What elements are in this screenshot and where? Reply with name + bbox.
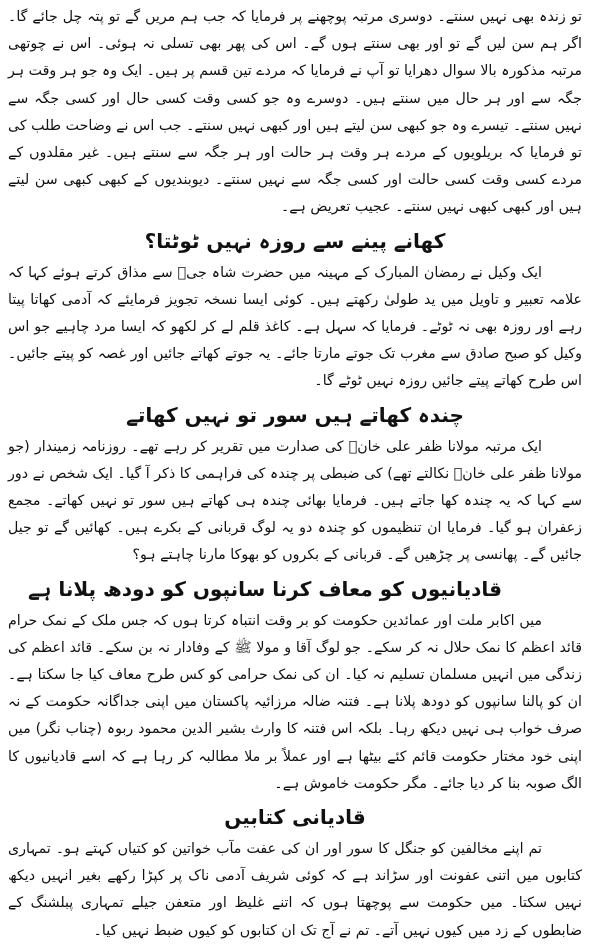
section-heading-donation: چندہ کھاتے ہیں سور تو نہیں کھاتے bbox=[126, 402, 464, 427]
section-heading-snakes: قادیانیوں کو معاف کرنا سانپوں کو دودھ پلانا ہے bbox=[27, 576, 502, 601]
paragraph-snakes: میں اکابر ملت اور عمائدین حکومت کو بر وقت انتباہ کرتا ہوں کہ جس ملک کے نمک حرام قائد اعظم کا نمک حلال نہ کر سکے۔ جو لوگ آقا و مولا ﷺ کے وفادار نہ بن سکے۔ قائد اعظم کی زندگی میں انہیں مسلمان تسلیم نہ کیا۔ ان کی نمک حرامی کو کس طرح معاف کیا جا سکتا ہے۔ ان کو پالنا سانپوں کو دودھ پلانا ہے۔ فتنہ ضالہ مرزائیہ پاکستان میں اپنی جداگانہ حکومت کے نہ صرف خواب ہی نہیں دیکھ رہا۔ بلکہ اس فتنہ کا وارث بشیر الدین محمود ربوہ (چناب نگر) میں اپنی خود مختار حکومت قائم کئے بیٹھا ہے اور عملاً بر ملا مطالبہ کر رہا ہے کہ اسے قادیانیوں کا الگ صوبہ بنا کر دیا جائے۔ مگر حکومت خاموش ہے۔ bbox=[8, 612, 582, 792]
paragraph-intro: تو زندہ بھی نہیں سنتے۔ دوسری مرتبہ پوچھنے پر فرمایا کہ جب ہم مریں گے تو پتہ چل جائے گا۔ اگر ہم سن لیں گے تو اور بھی سنتے ہوں گے۔ اس کی پھر بھی تسلی نہ ہوئی۔ اس نے چوتھی مرتبہ مذکورہ بالا سوال دھرایا تو آپ نے فرمایا کہ مردے تین قسم پر ہیں۔ ایک وہ جو ہر وقت ہر جگہ سے اور ہر حال میں سنتے ہیں۔ دوسرے وہ جو کسی وقت کسی حال اور کسی جگہ سے نہیں سنتے۔ تیسرے وہ جو کبھی سن لیتے ہیں اور کبھی نہیں سنتے۔ جب اس نے وضاحت طلب کی تو فرمایا کہ بریلویوں کے مردے ہر وقت ہر حالت اور ہر جگہ سے سنتے ہیں۔ غیر مقلدوں کے مردے کسی وقت کسی حالت اور کسی جگہ سے نہیں سنتے۔ دیوبندیوں کے کبھی کبھی سن لیتے ہیں اور کبھی کبھی نہیں سنتے۔ عجیب تعریض ہے۔ bbox=[8, 9, 582, 216]
paragraph-donation: ایک مرتبہ مولانا ظفر علی خانؒ کی صدارت میں تقریر کر رہے تھے۔ روزنامہ زمیندار (جو مولانا ظفر علی خانؒ نکالتے تھے) کی ضبطی پر چندہ کی فراہمی کا ذکر آ گیا۔ ایک شخص نے دور سے کہا کہ یہ چندہ کھا جاتے ہیں۔ فرمایا بھائی چندہ ہی کھاتے ہیں سور تو نہیں کھاتے۔ مجمع زعفران ہو گیا۔ فرمایا ان تنظیموں کو چندہ دو یہ لوگ قربانی کے بکرے ہیں۔ کھائیں گے تو جیل جائیں گے۔ پھانسی پر چڑھیں گے۔ قربانی کے بکروں کو بھوکا مارنا چاہتے ہو؟ bbox=[8, 438, 582, 564]
paragraph-fasting: ایک وکیل نے رمضان المبارک کے مہینہ میں حضرت شاہ جیؒ سے مذاق کرتے ہوئے کہا کہ علامہ تعبیر و تاویل میں ید طولیٰ رکھتے ہیں۔ کوئی ایسا نسخہ تجویز فرمایئے کہ آدمی کھاتا پیتا رہے اور روزہ بھی نہ ٹوٹے۔ فرمایا کہ سہل ہے۔ کاغذ قلم لے کر لکھو کہ ایسا مرد چاہیے جو اس وکیل کو صبح صادق سے مغرب تک جوتے مارتا جائے۔ یہ جوتے کھاتے جائیں اور غصہ کو پیتے جائیں۔ اس طرح کھاتے پیتے جائیں روزہ نہیں ٹوٹے گا۔ bbox=[8, 264, 582, 390]
paragraph-books: تم اپنے مخالفین کو جنگل کا سور اور ان کی عفت مآب خواتین کو کتیاں کہتے ہو۔ تمہاری کتابوں میں اتنی عفونت اور سڑاند ہے کہ کوئی شریف آدمی ناک پر کپڑا رکھے بغیر انہیں دیکھ نہیں سکتا۔ میں حکومت سے پوچھتا ہوں کہ اتنے غلیظ اور متعفن جیلے تمہاری پبلشنگ کے ضابطوں کے زد میں کیوں نہیں آتے۔ تم نے آج تک ان کتابوں کو کیوں ضبط نہیں کیا۔ bbox=[8, 841, 582, 939]
section-heading-fasting: کھانے پینے سے روزہ نہیں ٹوٹتا؟ bbox=[144, 228, 446, 253]
section-heading-books: قادیانی کتابیں bbox=[224, 805, 366, 830]
